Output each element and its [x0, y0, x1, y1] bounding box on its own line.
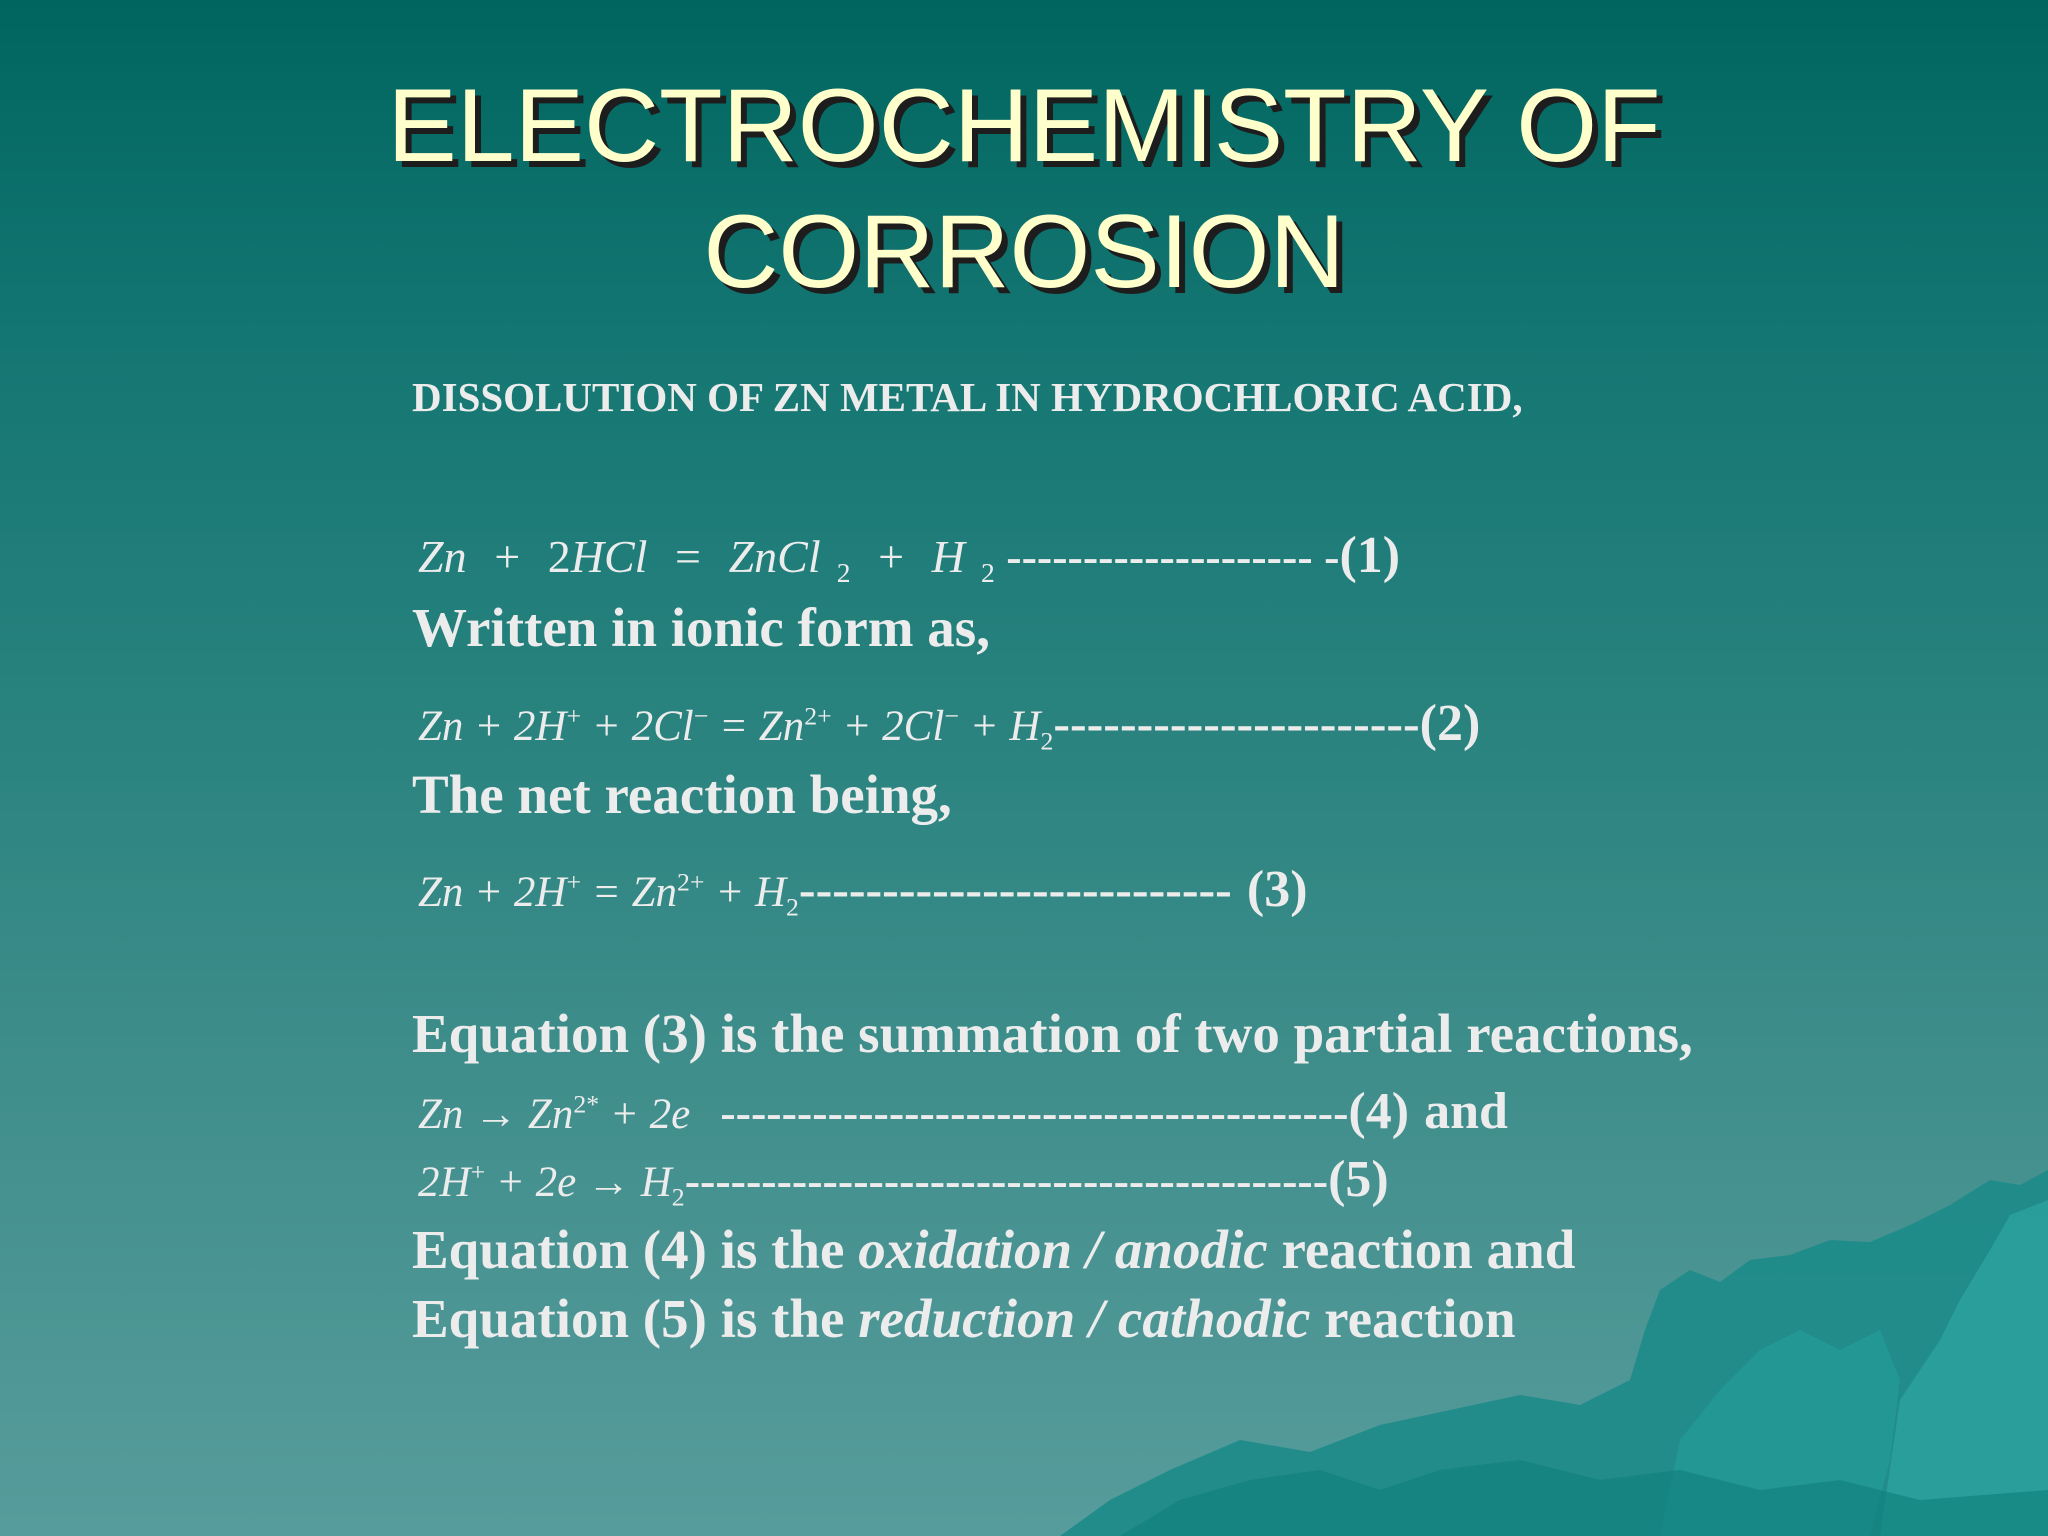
eq4-term-2: + 2e — [599, 1091, 691, 1138]
eq1-dashes: -------------------- - — [1006, 531, 1340, 582]
eq4-and: and — [1424, 1083, 1508, 1140]
equation-4-description — [412, 1218, 1575, 1281]
ionic-form-text: Written in ionic form as, — [412, 597, 990, 658]
equation-1 — [418, 526, 1400, 589]
eq1-zn: Zn — [418, 531, 467, 582]
eq5-desc-b: reaction — [1310, 1288, 1516, 1349]
eq3-sub-1: 2 — [786, 892, 799, 922]
summation-text: Equation (3) is the summation of two partial reactions, — [412, 1003, 1693, 1064]
eq2-sup-1: + — [566, 701, 582, 731]
eq1-plus: + — [494, 531, 521, 582]
eq5-dashes: ------------------------------------------ — [684, 1155, 1329, 1206]
eq5-sub-1: 2 — [671, 1182, 685, 1212]
eq1-number: (1) — [1339, 527, 1401, 584]
eq4-desc-a: Equation (4) is the — [412, 1219, 859, 1280]
eq2-term-2: + 2Cl — [581, 703, 694, 750]
eq5-desc-a: Equation (5) is the — [412, 1288, 859, 1349]
eq1-plus-2: + — [878, 531, 905, 582]
eq5-sup-1: + — [470, 1157, 486, 1187]
eq4-number: (4) — [1348, 1083, 1410, 1140]
eq1-equals: = — [675, 531, 701, 582]
equation-3 — [418, 860, 1308, 923]
eq4-dashes: ----------------------------------------- — [720, 1087, 1349, 1138]
eq2-term-1: Zn + 2H — [418, 703, 567, 750]
eq4-term-1: Zn → Zn — [418, 1091, 574, 1138]
eq5-term-2: + 2e → H — [485, 1159, 672, 1206]
eq1-sub-2b: 2 — [980, 557, 995, 589]
eq3-term-3: + H — [704, 869, 787, 916]
eq2-term-3: = Zn — [708, 703, 805, 750]
net-reaction-text: The net reaction being, — [412, 764, 952, 825]
equation-5-description — [412, 1287, 1516, 1350]
slide-title-line-2: CORROSION — [703, 194, 1345, 310]
equation-5 — [418, 1150, 1389, 1213]
eq2-dashes: ---------------------- — [1053, 695, 1420, 751]
eq5-desc-em: reduction / cathodic — [858, 1288, 1311, 1349]
eq2-term-4: + 2Cl — [831, 703, 945, 750]
eq2-term-5: + H — [958, 703, 1041, 750]
eq3-sup-2: 2+ — [676, 867, 705, 897]
eq3-term-1: Zn + 2H — [418, 869, 567, 916]
eq3-number: (3) — [1246, 861, 1308, 918]
eq2-sub-1: 2 — [1040, 726, 1054, 756]
eq1-coef: 2 — [547, 531, 571, 582]
eq4-desc-b: reaction and — [1267, 1219, 1576, 1280]
equation-2 — [418, 694, 1480, 757]
eq2-number: (2) — [1419, 695, 1481, 752]
eq3-term-2: = Zn — [581, 869, 677, 916]
eq4-sup-1: 2* — [573, 1089, 600, 1119]
eq1-hcl: HCl — [570, 531, 648, 582]
subtitle: DISSOLUTION OF ZN METAL IN HYDROCHLORIC ACID, — [412, 374, 1523, 420]
eq2-sup-4: − — [944, 701, 959, 731]
eq3-dashes: -------------------------- — [798, 861, 1232, 917]
slide-title-line-1: ELECTROCHEMISTRY OF — [387, 68, 1661, 184]
eq2-sup-2: − — [693, 701, 709, 731]
eq1-h: H — [931, 531, 965, 582]
eq5-term-1: 2H — [418, 1159, 471, 1206]
equation-4 — [418, 1082, 1508, 1141]
eq2-sup-3: 2+ — [804, 701, 832, 731]
eq4-desc-em: oxidation / anodic — [858, 1219, 1268, 1280]
eq1-sub-2a: 2 — [836, 557, 851, 589]
eq5-number: (5) — [1328, 1151, 1389, 1208]
eq1-zncl: ZnCl — [728, 531, 821, 582]
eq3-sup-1: + — [566, 867, 582, 897]
